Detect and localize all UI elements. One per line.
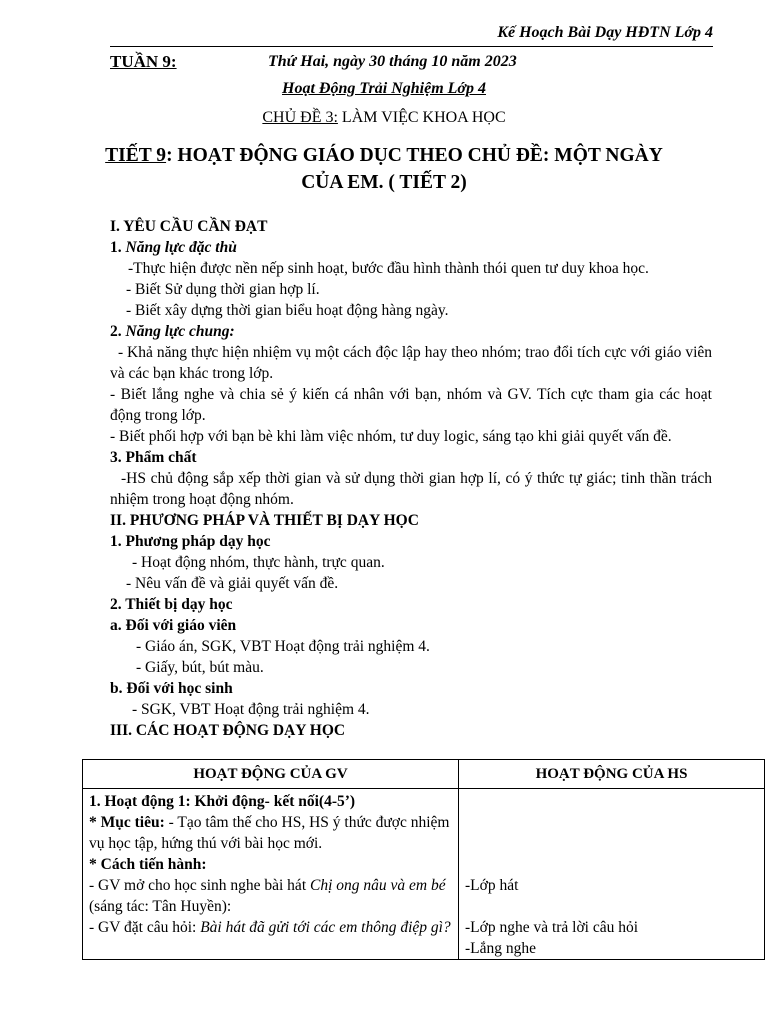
- step-text: (sáng tác: Tân Huyền):: [89, 898, 232, 915]
- lesson-label: TIẾT 9: [105, 145, 167, 166]
- competency-general-number: 2.: [110, 323, 126, 340]
- student-column-header: HOẠT ĐỘNG CỦA HS: [459, 760, 765, 789]
- competency-specific-title: Năng lực đặc thù: [125, 239, 237, 256]
- equipment-heading: 2. Thiết bị dạy học: [110, 596, 233, 613]
- lesson-date: Thứ Hai, ngày 30 tháng 10 năm 2023: [268, 53, 517, 70]
- competency-specific-item: - Biết xây dựng thời gian biểu hoạt động hàng ngày.: [126, 302, 449, 319]
- methods-heading: 1. Phương pháp dạy học: [110, 533, 271, 550]
- subject-title: Hoạt Động Trải Nghiệm Lớp 4: [282, 80, 486, 97]
- activity-title: 1. Hoạt động 1: Khởi động- kết nối(4-5’): [89, 793, 356, 810]
- section-3-heading: III. CÁC HOẠT ĐỘNG DẠY HỌC: [110, 722, 346, 739]
- week-label: TUẦN 9:: [110, 52, 177, 71]
- teacher-column-header: HOẠT ĐỘNG CỦA GV: [83, 760, 459, 789]
- student-response: -Lắng nghe: [465, 940, 537, 957]
- competency-specific-number: 1.: [110, 239, 126, 256]
- competency-general-heading: [110, 321, 712, 342]
- empty-line: [465, 833, 758, 854]
- section-2-heading: II. PHƯƠNG PHÁP VÀ THIẾT BỊ DẠY HỌC: [110, 512, 419, 529]
- header-divider: [110, 46, 713, 47]
- competency-specific-heading: [110, 237, 712, 258]
- goal-label: * Mục tiêu:: [89, 814, 165, 831]
- document-header-title: Kế Hoạch Bài Dạy HĐTN Lớp 4: [497, 24, 713, 41]
- empty-line: [465, 812, 758, 833]
- lesson-title-line-1: [0, 142, 768, 169]
- lesson-title-line-2: CỦA EM. ( TIẾT 2): [301, 172, 467, 193]
- competency-specific-item: - Biết Sử dụng thời gian hợp lí.: [126, 281, 320, 298]
- teacher-equipment-item: - Giấy, bút, bút màu.: [136, 659, 264, 676]
- teacher-activity-cell: [83, 789, 459, 960]
- qualities-text: -HS chủ động sắp xếp thời gian và sử dụng thời gian hợp lí, có ý thức tự giác; tinh thần trách nhiệm trong hoạt động nhóm.: [110, 470, 712, 508]
- process-label: * Cách tiến hành:: [89, 856, 207, 873]
- student-response: -Lớp nghe và trả lời câu hỏi: [465, 919, 639, 936]
- topic-title: [0, 109, 768, 127]
- activities-table: [82, 759, 765, 960]
- competency-general-item: - Khả năng thực hiện nhiệm vụ một cách độc lập hay theo nhóm; trao đổi tích cực với giáo viên và các bạn khác trong lớp.: [110, 344, 716, 382]
- topic-label: CHỦ ĐỀ 3:: [262, 109, 338, 126]
- student-activity-cell: [459, 789, 765, 960]
- step-text: - GV mở cho học sinh nghe bài hát: [89, 877, 310, 894]
- topic-name: LÀM VIỆC KHOA HỌC: [337, 109, 506, 126]
- teacher-equipment-heading: a. Đối với giáo viên: [110, 617, 237, 634]
- table-row: [83, 789, 765, 960]
- lesson-title: [0, 142, 768, 196]
- question-text: Bài hát đã gửi tới các em thông điệp gì?: [200, 919, 451, 936]
- empty-line: [465, 896, 758, 917]
- empty-line: [465, 854, 758, 875]
- qualities-heading: 3. Phẩm chất: [110, 449, 197, 466]
- section-1-heading: I. YÊU CẦU CẦN ĐẠT: [110, 218, 268, 235]
- lesson-body: [110, 216, 716, 741]
- student-response: -Lớp hát: [465, 877, 519, 894]
- activity-step: [89, 917, 452, 938]
- competency-general-item: - Biết lắng nghe và chia sẻ ý kiến cá nhân với bạn, nhóm và GV. Tích cực tham gia các hoạt động trong lớp.: [110, 386, 712, 424]
- competency-general-title: Năng lực chung:: [125, 323, 235, 340]
- empty-line: [465, 791, 758, 812]
- competency-general-item: - Biết phối hợp với bạn bè khi làm việc nhóm, tư duy logic, sáng tạo khi giải quyết vấn đề.: [110, 428, 672, 445]
- activity-goal: [89, 812, 452, 854]
- lesson-title-text: : HOẠT ĐỘNG GIÁO DỤC THEO CHỦ ĐỀ: MỘT NGÀY: [166, 145, 663, 166]
- song-title: Chị ong nâu và em bé: [310, 877, 446, 894]
- activity-step: [89, 875, 452, 917]
- competency-specific-item: -Thực hiện được nền nếp sinh hoạt, bước đầu hình thành thói quen tư duy khoa học.: [128, 260, 649, 277]
- goal-text: - Tạo tâm thế cho HS, HS ý thức được nhiệm vụ học tập, hứng thú với bài học mới.: [89, 814, 450, 852]
- method-item: - Nêu vấn đề và giải quyết vấn đề.: [126, 575, 339, 592]
- step-text: - GV đặt câu hỏi:: [89, 919, 201, 936]
- table-header-row: [83, 760, 765, 789]
- student-equipment-heading: b. Đối với học sinh: [110, 680, 233, 697]
- student-equipment-item: - SGK, VBT Hoạt động trải nghiệm 4.: [132, 701, 370, 718]
- method-item: - Hoạt động nhóm, thực hành, trực quan.: [132, 554, 385, 571]
- teacher-equipment-item: - Giáo án, SGK, VBT Hoạt động trải nghiệm 4.: [136, 638, 430, 655]
